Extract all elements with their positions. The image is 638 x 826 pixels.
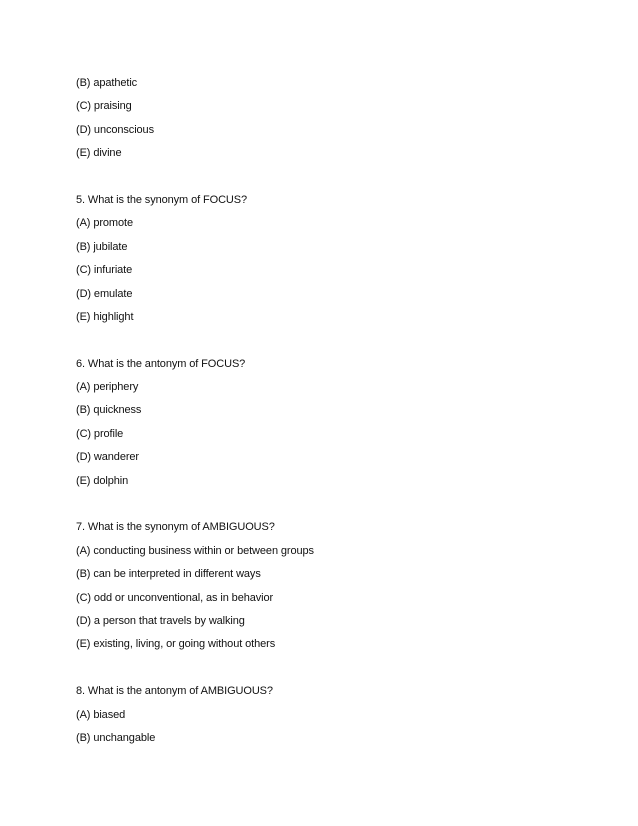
question-prompt: 7. What is the synonym of AMBIGUOUS? xyxy=(76,521,275,534)
option: (A) conducting business within or between groups xyxy=(76,544,314,557)
question-prompt: 5. What is the synonym of FOCUS? xyxy=(76,193,248,206)
option: (E) dolphin xyxy=(76,474,129,487)
question-6 xyxy=(76,353,576,493)
option: (A) promote xyxy=(76,217,133,230)
spacer xyxy=(76,329,576,352)
spacer xyxy=(76,493,576,516)
option: (C) infuriate xyxy=(76,264,133,277)
question-prompt: 6. What is the antonym of FOCUS? xyxy=(76,357,246,370)
option: (D) a person that travels by walking xyxy=(76,614,245,627)
question-5 xyxy=(76,189,576,329)
continued-options xyxy=(76,72,576,166)
option: (C) odd or unconventional, as in behavior xyxy=(76,591,274,604)
spacer xyxy=(76,657,576,680)
spacer xyxy=(76,166,576,189)
option: (B) quickness xyxy=(76,404,142,417)
option: (A) periphery xyxy=(76,381,139,394)
option: (C) profile xyxy=(76,427,124,440)
option: (B) unchangable xyxy=(76,731,156,744)
option: (D) emulate xyxy=(76,287,133,300)
question-8 xyxy=(76,680,576,750)
question-7 xyxy=(76,516,576,656)
option: (E) highlight xyxy=(76,310,134,323)
option: (B) jubilate xyxy=(76,240,128,253)
question-prompt: 8. What is the antonym of AMBIGUOUS? xyxy=(76,685,273,698)
option: (D) unconscious xyxy=(76,123,154,136)
option: (C) praising xyxy=(76,100,132,113)
option: (E) existing, living, or going without others xyxy=(76,638,276,651)
option: (A) biased xyxy=(76,708,126,721)
option: (D) wanderer xyxy=(76,451,139,464)
page-content xyxy=(76,72,576,750)
option: (B) apathetic xyxy=(76,77,138,89)
option: (E) divine xyxy=(76,147,122,160)
option: (B) can be interpreted in different ways xyxy=(76,568,261,581)
